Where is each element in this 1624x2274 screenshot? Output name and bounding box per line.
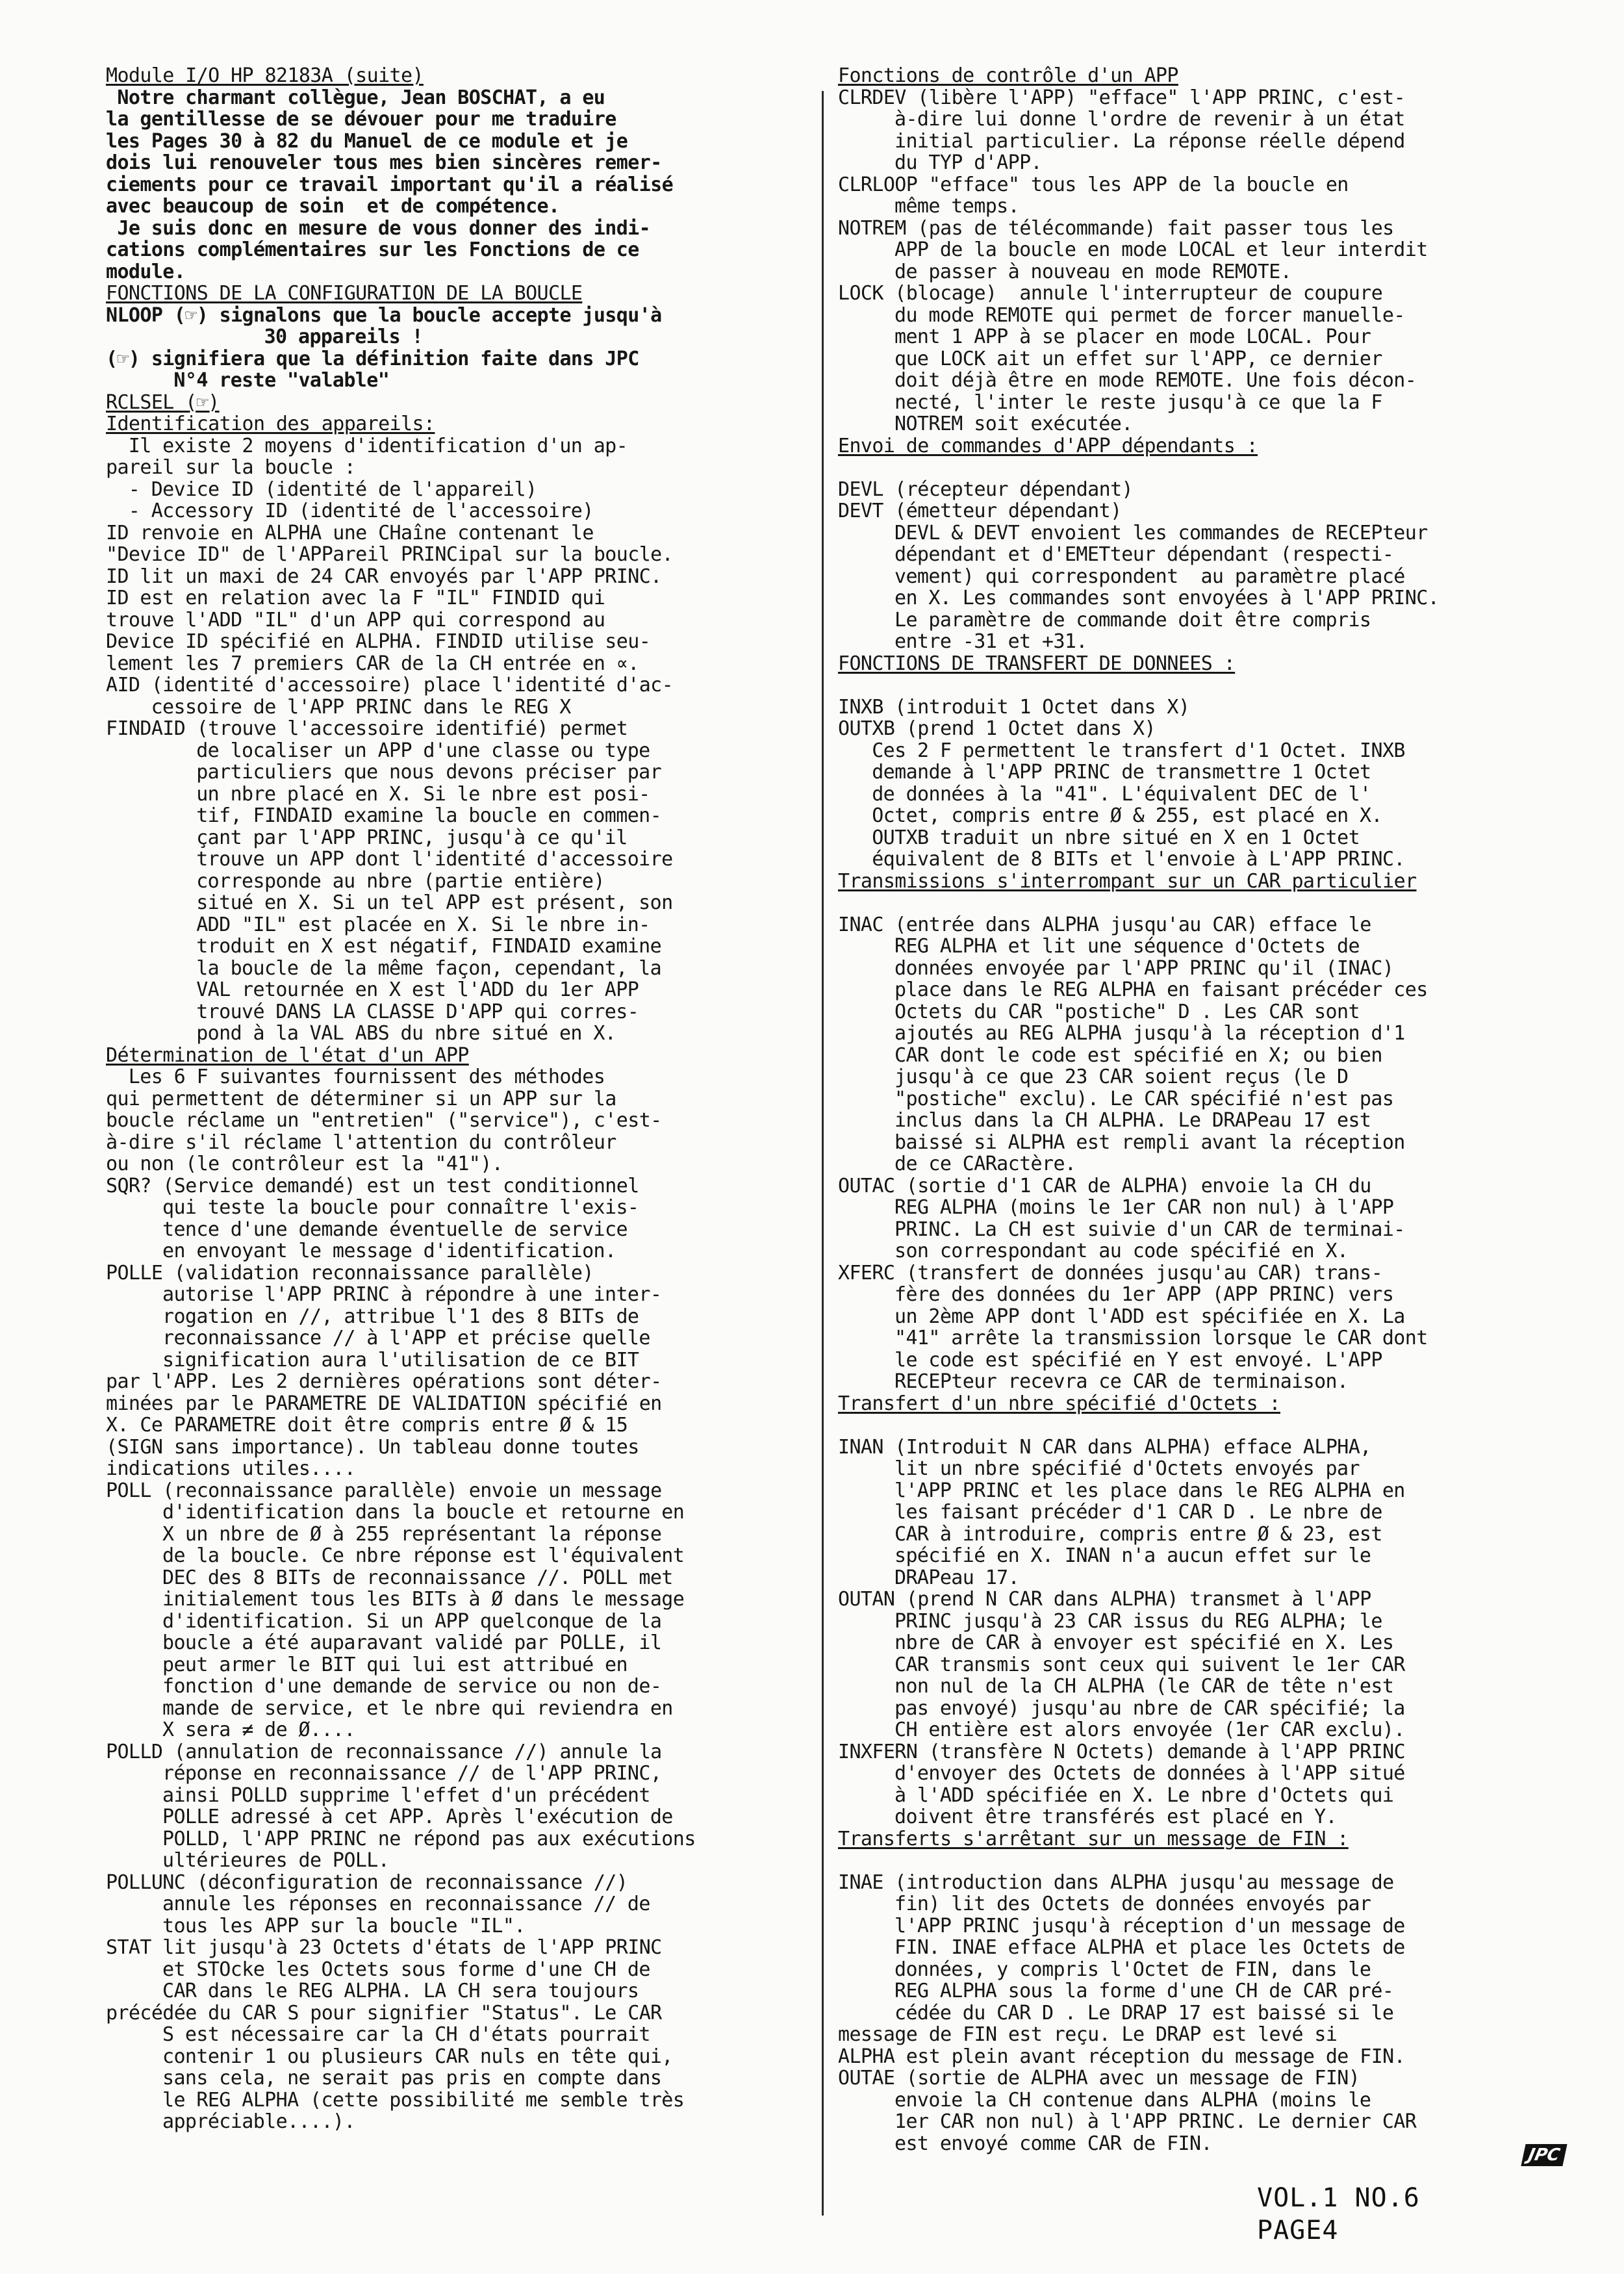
text-line: la boucle de la même façon, cependant, la (196, 956, 662, 980)
text-line: de données à la "41". L'équivalent DEC de l' (872, 782, 1371, 806)
text-line: l'APP PRINC et les place dans le REG ALPHA en (894, 1479, 1405, 1502)
text-line: d'identification. Si un APP quelconque de la (162, 1609, 662, 1633)
text-line: fin) lit des Octets de données envoyés par (894, 1893, 1371, 1915)
text-line: non nul de la CH ALPHA (le CAR de tête n'est (894, 1675, 1394, 1698)
text-line: d'envoyer des Octets de données à l'APP situé (894, 1762, 1405, 1785)
text-line: (SIGN sans importance). Un tableau donne toutes (106, 1435, 639, 1459)
text-line: ment 1 APP à se placer en mode LOCAL. Pour (894, 326, 1371, 348)
text-line: OUTXB (prend 1 Octet dans X) (838, 717, 1156, 740)
text-line: - Accessory ID (identité de l'accessoire) (128, 500, 594, 522)
text-line (838, 1850, 1553, 1872)
text-line: 30 appareils ! (264, 326, 424, 348)
text-line: Octets du CAR "postiche" D . Les CAR sont (894, 1000, 1360, 1023)
text-line: l'APP PRINC jusqu'à réception d'un message de (894, 1914, 1405, 1937)
text-line: Identification des appareils: (106, 413, 435, 435)
right-column (838, 65, 1553, 2154)
text-line: FINDAID (trouve l'accessoire identifié) permet (106, 717, 628, 740)
text-line: particuliers que nous devons préciser par (196, 761, 662, 784)
text-line: Notre charmant collègue, Jean BOSCHAT, a eu (117, 86, 605, 109)
text-line: DEC des 8 BITs de reconnaissance //. POLL met (162, 1566, 673, 1589)
text-line: nbre de CAR à envoyer est spécifié en X. Les (894, 1631, 1394, 1654)
jpc-logo: JPC (1521, 2144, 1567, 2166)
text-line: POLL (reconnaissance parallèle) envoie un message (106, 1479, 662, 1502)
text-line: tous les APP sur la boucle "IL". (162, 1914, 526, 1937)
text-line: qui permettent de déterminer si un APP sur la (106, 1087, 616, 1110)
text-line: XFERC (transfert de données jusqu'au CAR) trans- (838, 1261, 1383, 1284)
text-line: indications utiles.... (106, 1457, 356, 1480)
text-line: Transfert d'un nbre spécifié d'Octets : (838, 1392, 1280, 1415)
text-line: "Device ID" de l'APPareil PRINCipal sur la boucle. (106, 543, 674, 566)
text-line: signification aura l'utilisation de ce BIT (162, 1348, 639, 1372)
text-line: INAC (entrée dans ALPHA jusqu'au CAR) efface le (838, 913, 1371, 936)
text-line: est envoyé comme CAR de FIN. (894, 2132, 1212, 2155)
text-line: de la boucle. Ce nbre réponse est l'équivalent (162, 1544, 685, 1567)
text-line: ultérieures de POLL. (162, 1849, 390, 1872)
text-line: "41" arrête la transmission lorsque le CAR dont (894, 1327, 1428, 1349)
text-line: STAT lit jusqu'à 23 Octets d'états de l'APP PRINC (106, 1936, 662, 1959)
text-line: en envoyant le message d'identification. (162, 1240, 616, 1262)
text-line: 1er CAR non nul) à l'APP PRINC. Le dernier CAR (894, 2110, 1417, 2133)
text-line: équivalent de 8 BITs et l'envoie à L'APP PRINC. (872, 848, 1405, 871)
text-line: CAR à introduire, compris entre Ø & 23, est (894, 1522, 1382, 1546)
text-line: spécifié en X. INAN n'a aucun effet sur le (894, 1544, 1371, 1567)
text-line (838, 892, 1553, 914)
text-line: minées par le PARAMETRE DE VALIDATION spécifié en (106, 1392, 662, 1415)
text-line: FIN. INAE efface ALPHA et place les Octets de (894, 1936, 1405, 1959)
text-line: Le paramètre de commande doit être compris (894, 608, 1371, 632)
text-line: DEVL (récepteur dépendant) (838, 478, 1133, 501)
text-line: lement les 7 premiers CAR de la CH entrée en ∝. (106, 652, 639, 675)
text-line: - Device ID (identité de l'appareil) (128, 478, 537, 501)
text-line: que LOCK ait un effet sur l'APP, ce dernier (894, 347, 1382, 370)
text-line: jusqu'à ce que 23 CAR soient reçus (le D (894, 1066, 1349, 1088)
text-line: rogation en //, attribue l'1 des 8 BITs de (162, 1305, 639, 1328)
text-line (838, 674, 1553, 696)
text-line: même temps. (894, 195, 1020, 218)
text-line: un 2ème APP dont l'ADD est spécifiée en X. La (894, 1305, 1405, 1328)
text-line: Détermination de l'état d'un APP (106, 1043, 469, 1067)
text-line: les faisant précéder d'1 CAR D . Le nbre de (894, 1501, 1382, 1524)
text-line: INAE (introduction dans ALPHA jusqu'au message de (838, 1871, 1394, 1894)
text-line: ainsi POLLD supprime l'effet d'un précédent (162, 1783, 650, 1807)
volume-label: VOL.1 NO.6 (1257, 2183, 1420, 2213)
text-line: Ces 2 F permettent le transfert d'1 Octet. INXB (872, 739, 1405, 762)
text-line: à l'ADD spécifiée en X. Le nbre d'Octets qui (894, 1783, 1394, 1807)
text-line: FONCTIONS DE TRANSFERT DE DONNEES : (838, 652, 1236, 675)
text-line: POLLUNC (déconfiguration de reconnaissance //) (106, 1871, 628, 1894)
text-line: OUTAC (sortie d'1 CAR de ALPHA) envoie la CH du (838, 1174, 1371, 1197)
left-column (106, 65, 807, 2133)
text-line: ajoutés au REG ALPHA jusqu'à la réception d'1 (894, 1022, 1405, 1045)
text-line: lit un nbre spécifié d'Octets envoyés par (894, 1457, 1360, 1480)
text-line: avec beaucoup de soin et de compétence. (106, 195, 560, 218)
text-line: S est nécessaire car la CH d'états pourrait (162, 2023, 650, 2046)
text-line: PRINC. La CH est suivie d'un CAR de terminai- (894, 1218, 1405, 1241)
text-line: "postiche" exclu). Le CAR spécifié n'est pas (894, 1087, 1394, 1110)
text-line: REG ALPHA et lit une séquence d'Octets de (894, 935, 1360, 958)
text-line: VAL retournée en X est l'ADD du 1er APP (196, 978, 639, 1001)
text-line (838, 457, 1553, 479)
text-line: DEVL & DEVT envoient les commandes de RECEPteur (894, 521, 1428, 544)
text-line: (☞) signifiera que la définition faite dans JPC (106, 347, 639, 370)
text-line: Module I/O HP 82183A (suite) (106, 64, 424, 87)
text-line: DEVT (émetteur dépendant) (838, 500, 1122, 522)
text-line: fonction d'une demande de service ou non de- (162, 1675, 662, 1698)
text-line: ou non (le contrôleur est la "41"). (106, 1153, 503, 1175)
text-line: le REG ALPHA (cette possibilité me semble très (162, 2088, 685, 2112)
text-line: trouvé DANS LA CLASSE D'APP qui corres- (196, 1000, 639, 1023)
text-line: message de FIN est reçu. Le DRAP est levé si (838, 2023, 1338, 2046)
text-line: en X. Les commandes sont envoyées à l'APP PRINC. (894, 587, 1440, 609)
text-line: Les 6 F suivantes fournissent des méthodes (128, 1066, 605, 1088)
text-line: REG ALPHA (moins le 1er CAR non nul) à l'APP (894, 1196, 1394, 1219)
text-line: CAR dans le REG ALPHA. LA CH sera toujours (162, 1980, 639, 2002)
text-line: CH entière est alors envoyée (1er CAR exclu). (894, 1718, 1405, 1741)
text-line: les Pages 30 à 82 du Manuel de ce module et je (106, 129, 628, 153)
text-line: APP de la boucle en mode LOCAL et leur interdit (894, 238, 1428, 261)
page-label: PAGE4 (1257, 2216, 1339, 2245)
text-line: du mode REMOTE qui permet de forcer manuelle- (894, 303, 1405, 327)
text-line: necté, l'inter le reste jusqu'à ce que la F (894, 390, 1382, 414)
text-line: doivent être transférés est placé en Y. (894, 1806, 1337, 1828)
text-line: CLRDEV (libère l'APP) "efface" l'APP PRINC, c'est- (838, 86, 1406, 109)
text-line: DRAPeau 17. (894, 1566, 1020, 1589)
text-line: appréciable....). (162, 2110, 355, 2133)
text-line: çant par l'APP PRINC, jusqu'à ce qu'il (196, 826, 628, 849)
text-line: à-dire lui donne l'ordre de revenir à un état (894, 108, 1405, 131)
text-line: corresponde au nbre (partie entière) (196, 869, 605, 893)
text-line: réponse en reconnaissance // de l'APP PRINC, (162, 1762, 662, 1785)
text-line: Fonctions de contrôle d'un APP (838, 64, 1178, 87)
text-line: troduit en X est négatif, FINDAID examine (196, 935, 662, 958)
text-line: peut armer le BIT qui lui est attribué en (162, 1653, 628, 1676)
text-line: pas envoyé) jusqu'au nbre de CAR spécifié; la (894, 1696, 1405, 1720)
text-line: qui teste la boucle pour connaître l'exis- (162, 1196, 639, 1219)
text-line: INXB (introduit 1 Octet dans X) (838, 695, 1190, 719)
text-line: envoie la CH contenue dans ALPHA (moins le (894, 2088, 1371, 2112)
text-line: ADD "IL" est placée en X. Si le nbre in- (196, 913, 650, 936)
text-line: CAR dont le code est spécifié en X; ou bien (894, 1043, 1382, 1067)
text-line: POLLE (validation reconnaissance parallèle) (106, 1261, 594, 1284)
text-line: CAR transmis sont ceux qui suivent le 1er CAR (894, 1653, 1405, 1676)
text-line: et STOcke les Octets sous forme d'une CH de (162, 1958, 650, 1981)
text-line: cations complémentaires sur les Fonctions de ce (106, 238, 639, 261)
text-line: du TYP d'APP. (894, 151, 1042, 174)
text-line: par l'APP. Les 2 dernières opérations sont déter- (106, 1370, 662, 1393)
text-line: fère des données du 1er APP (APP PRINC) vers (894, 1283, 1394, 1306)
text-line: situé en X. Si un tel APP est présent, son (196, 891, 673, 914)
text-line: de passer à nouveau en mode REMOTE. (894, 260, 1292, 283)
text-line: ID renvoie en ALPHA une CHaîne contenant le (106, 521, 594, 544)
text-line: cédée du CAR D . Le DRAP 17 est baissé si le (894, 2001, 1394, 2025)
text-line: contenir 1 ou plusieurs CAR nuls en tête qui, (162, 2045, 673, 2068)
text-line: RECEPteur recevra ce CAR de terminaison. (894, 1370, 1349, 1393)
text-line: ID lit un maxi de 24 CAR envoyés par l'APP PRINC. (106, 565, 662, 588)
text-line: de localiser un APP d'une classe ou type (196, 739, 650, 762)
text-line: POLLE adressé à cet APP. Après l'exécution de (162, 1806, 673, 1828)
text-line: Device ID spécifié en ALPHA. FINDID utilise seu- (106, 630, 651, 653)
text-line: le code est spécifié en Y est envoyé. L'APP (894, 1348, 1382, 1372)
text-line: boucle a été auparavant validé par POLLE, il (162, 1631, 662, 1654)
text-line: Il existe 2 moyens d'identification d'un ap- (128, 434, 628, 457)
text-line: mande de service, et le nbre qui reviendra en (162, 1696, 673, 1720)
text-line: sans cela, ne serait pas pris en compte dans (162, 2067, 662, 2089)
text-line: dépendant et d'EMETteur dépendant (respecti- (894, 543, 1394, 566)
text-line: Transmissions s'interrompant sur un CAR particulier (838, 869, 1417, 893)
text-line: ALPHA est plein avant réception du message de FIN. (838, 2045, 1406, 2068)
text-line: tence d'une demande éventuelle de service (162, 1218, 628, 1241)
text-line: pond à la VAL ABS du nbre situé en X. (196, 1022, 616, 1045)
text-line: N°4 reste "valable" (173, 369, 390, 392)
text-line: Je suis donc en mesure de vous donner des indi- (117, 216, 651, 240)
text-line: POLLD (annulation de reconnaissance //) annule la (106, 1740, 662, 1763)
text-line: un nbre placé en X. Si le nbre est posi- (196, 782, 650, 806)
text-line: X un nbre de Ø à 255 représentant la réponse (162, 1522, 662, 1546)
text-line: de ce CARactère. (894, 1153, 1076, 1175)
text-line: NLOOP (☞) signalons que la boucle accepte jusqu'à (106, 303, 662, 327)
text-line (838, 1414, 1553, 1437)
text-line: la gentillesse de se dévouer pour me traduire (106, 108, 616, 131)
text-line: X. Ce PARAMETRE doit être compris entre Ø & 15 (106, 1414, 628, 1437)
text-line: NOTREM soit exécutée. (894, 413, 1133, 435)
text-line: reconnaissance // à l'APP et précise quelle (162, 1327, 650, 1349)
text-line: NOTREM (pas de télécommande) fait passer tous les (838, 216, 1394, 240)
text-line: entre -31 et +31. (894, 630, 1087, 653)
text-line: doit déjà être en mode REMOTE. Une fois décon- (894, 369, 1417, 392)
text-line: dois lui renouveler tous mes bien sincères remer- (106, 151, 662, 174)
text-line: X sera ≠ de Ø.... (162, 1718, 355, 1741)
text-line: OUTAN (prend N CAR dans ALPHA) transmet à l'APP (838, 1588, 1371, 1611)
text-line: son correspondant au code spécifié en X. (894, 1240, 1349, 1262)
text-line: à-dire s'il réclame l'attention du contrôleur (106, 1131, 616, 1154)
text-line: FONCTIONS DE LA CONFIGURATION DE LA BOUCLE (106, 282, 583, 305)
text-line: autorise l'APP PRINC à répondre à une inter- (162, 1283, 662, 1306)
text-line: annule les réponses en reconnaissance // de (162, 1893, 650, 1915)
text-line: Transferts s'arrêtant sur un message de FIN : (838, 1827, 1349, 1850)
text-line: INXFERN (transfère N Octets) demande à l'APP PRINC (838, 1740, 1406, 1763)
text-line: ID est en relation avec la F "IL" FINDID qui (106, 587, 605, 609)
text-line: tif, FINDAID examine la boucle en commen- (196, 804, 662, 827)
text-line: RCLSEL (☞) (106, 390, 220, 414)
text-line: POLLD, l'APP PRINC ne répond pas aux exécutions (162, 1827, 696, 1850)
text-line: PRINC jusqu'à 23 CAR issus du REG ALPHA; le (894, 1609, 1382, 1633)
text-line: inclus dans la CH ALPHA. Le DRAPeau 17 est (894, 1109, 1371, 1132)
text-line: place dans le REG ALPHA en faisant précéder ces (894, 978, 1428, 1001)
text-line: Octet, compris entre Ø & 255, est placé en X. (872, 804, 1382, 827)
column-divider (822, 91, 824, 2216)
text-line: INAN (Introduit N CAR dans ALPHA) efface ALPHA, (838, 1435, 1371, 1459)
text-line: trouve l'ADD "IL" d'un APP qui correspond au (106, 608, 605, 632)
text-line: OUTXB traduit un nbre situé en X en 1 Octet (872, 826, 1360, 849)
text-line: d'identification dans la boucle et retourne en (162, 1501, 685, 1524)
text-line: ciements pour ce travail important qu'il a réalisé (106, 173, 674, 196)
text-line: SQR? (Service demandé) est un test conditionnel (106, 1174, 639, 1197)
text-line: REG ALPHA sous la forme d'une CH de CAR pré- (894, 1980, 1394, 2002)
text-line: Envoi de commandes d'APP dépendants : (838, 434, 1258, 457)
text-line: baissé si ALPHA est rempli avant la réception (894, 1131, 1405, 1154)
text-line: LOCK (blocage) annule l'interrupteur de coupure (838, 282, 1383, 305)
text-line: données, y compris l'Octet de FIN, dans le (894, 1958, 1371, 1981)
text-line: trouve un APP dont l'identité d'accessoire (196, 848, 673, 871)
text-line: données envoyée par l'APP PRINC qu'il (INAC) (894, 956, 1394, 980)
text-line: pareil sur la boucle : (106, 456, 356, 479)
text-line: initialement tous les BITs à Ø dans le message (162, 1588, 685, 1611)
text-line: demande à l'APP PRINC de transmettre 1 Octet (872, 761, 1371, 784)
text-line: boucle réclame un "entretien" ("service"), c'est- (106, 1109, 662, 1132)
text-line: OUTAE (sortie de ALPHA avec un message de FIN) (838, 2067, 1360, 2089)
text-line: vement) qui correspondent au paramètre placé (894, 565, 1405, 588)
text-line: CLRLOOP "efface" tous les APP de la boucle en (838, 173, 1349, 196)
text-line: module. (106, 260, 186, 283)
text-line: cessoire de l'APP PRINC dans le REG X (151, 695, 571, 719)
text-line: initial particulier. La réponse réelle dépend (894, 129, 1405, 153)
text-line: précédée du CAR S pour signifier "Status". Le CAR (106, 2001, 662, 2025)
text-line: AID (identité d'accessoire) place l'identité d'ac- (106, 674, 674, 696)
